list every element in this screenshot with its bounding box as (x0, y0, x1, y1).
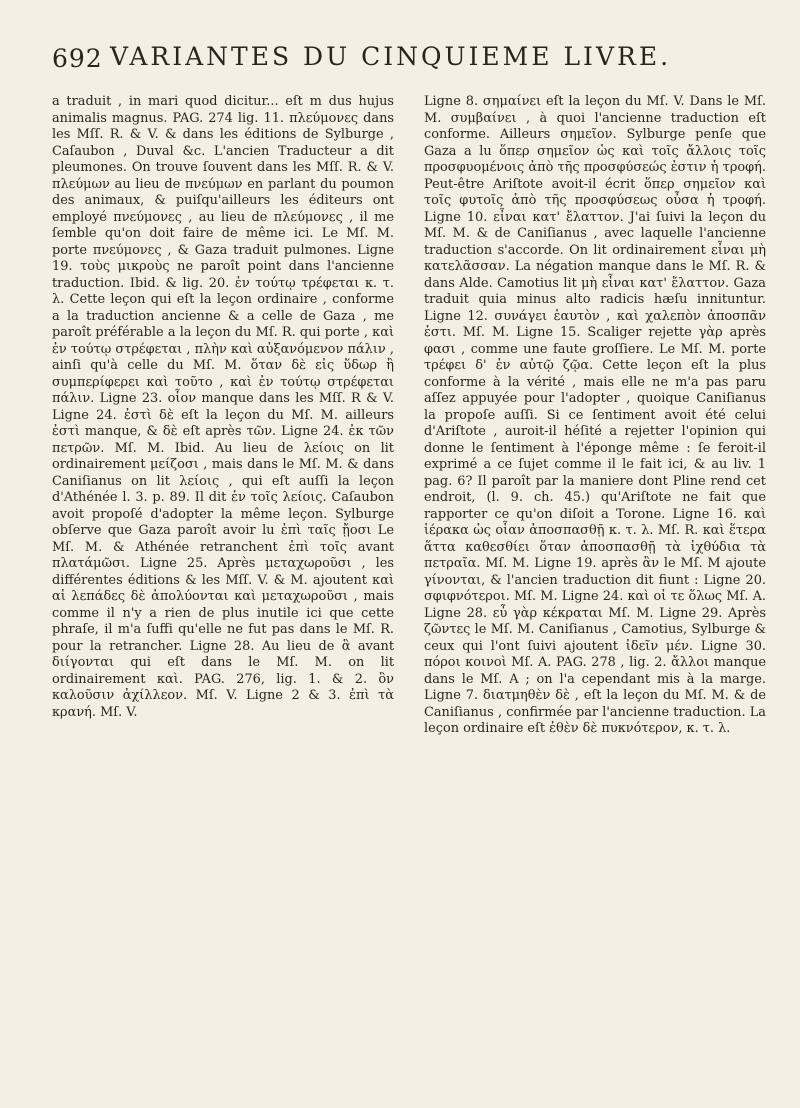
running-title: VARIANTES DU CINQUIEME LIVRE. (110, 42, 672, 71)
left-column (52, 94, 394, 1098)
page-header (52, 38, 772, 78)
right-column (424, 94, 766, 1098)
left-column-text: a traduit , in mari quod dicitur... eſt m dus hujus animalis magnus. PAG. 274 lig. 11. πλεύμονες dans les Mſſ. R. & V. & dans les éditions de Sylburge , Caſaubon , Duval &c. L'ancien Traducteur a dit pleumones. On trouve ſouvent dans les Mſſ. R. & V. πλεύμων au lieu de πνεύμων en parlant du poumon des animaux, & puiſqu'ailleurs les éditeurs ont employé πνεύμονες , au lieu de πλεύμονες , il me ſemble qu'on doit faire de même ici. Le Mſ. M. porte πνεύμονες , & Gaza traduit pulmones. Ligne 19. τοὺς μικροὺς ne paroît point dans l'ancienne traduction. Ibid. & lig. 20. ἐν τούτῳ τρέφεται κ. τ. λ. Cette leçon qui eſt la leçon ordinaire , conforme a la traduction ancienne & a celle de Gaza , me paroît préférable a la leçon du Mſ. R. qui porte , καὶ ἐν τούτῳ στρέφεται , πλὴν καὶ αὐξανόμενον πάλιν , ainſi qu'à celle du Mſ. M. ὅταν δὲ εἰς ὕδωρ ἢ συμπερίφερει καὶ τοῦτο , καὶ ἐν τούτῳ στρέφεται πάλιν. Ligne 23. οἷον manque dans les Mſſ. R & V. Ligne 24. ἐστὶ δὲ eſt la leçon du Mſ. M. ailleurs ἐστὶ manque, & δὲ eſt après τῶν. Ligne 24. ἐκ τῶν πετρῶν. Mſ. M. Ibid. Au lieu de λείοις on lit ordinairement μείζοσι , mais dans le Mſ. M. & dans Caniſianus on lit λείοις , qui eſt auſſi la leçon d'Athénée l. 3. p. 89. Il dit ἐν τοῖς λείοις. Caſaubon avoit propoſé d'adopter la même leçon. Sylburge obſerve que Gaza paroît avoir lu ἐπὶ ταῖς ᾔοσι Le Mſ. M. & Athénée retranchent ἐπὶ τοῖς avant πλατάμῶσι. Ligne 25. Après μεταχωροῦσι , les différentes éditions & les Mſſ. V. & M. ajoutent καὶ αἱ λεπάδες δὲ ἀπολύονται καὶ μεταχωροῦσι , mais comme il n'y a rien de plus inutile ici que cette phraſe, il m'a ſuffi qu'elle ne fut pas dans le Mſ. R. pour la retrancher. Ligne 28. Au lieu de ἃ avant διίγονται qui eſt dans le Mſ. M. on lit ordinairement καὶ. PAG. 276, lig. 1. & 2. ὃν καλοῦσιν ἀχίλλεον. Mſ. V. Ligne 2 & 3. ἐπὶ τὰ κρανή. Mſ. V. (52, 94, 394, 720)
right-column-text: Ligne 8. σημαίνει eſt la leçon du Mſ. V. Dans le Mſ. M. συμβαίνει , à quoi l'ancienne traduction eſt conforme. Ailleurs σημεῖον. Sylburge penſe que Gaza a lu ὅπερ σημεῖον ὡς καὶ τοῖς ἄλλοις τοῖς προσφυομένοις ἀπὸ τῆς προσφύσεώς ἐστιν ἡ τροφή. Peut-être Ariſtote avoit-il écrit ὅπερ σημεῖον καὶ τοῖς φυτοῖς ἀπὸ τῆς προσφύσεως οὖσα ἡ τροφή. Ligne 10. εἶναι κατ' ἔλαττον. J'ai ſuivi la leçon du Mſ. M. & de Caniſianus , avec laquelle l'ancienne traduction s'accorde. On lit ordinairement εἶναι μὴ κατελᾶσσαν. La négation manque dans le Mſ. R. & dans Alde. Camotius lit μὴ εἶναι κατ' ἔλαττον. Gaza traduit quia minus alto radicis hæſu innituntur. Ligne 12. συνάγει ἑαυτὸν , καὶ χαλεπὸν ἀποσπᾶν ἐστι. Mſ. M. Ligne 15. Scaliger rejette γὰρ après φασι , comme une faute groſſiere. Le Mſ. M. porte τρέφει δ' ἐν αὐτῷ ζῷα. Cette leçon eſt la plus conforme à la vérité , mais elle ne m'a pas paru aſſez appuyée pour l'adopter , quoique Caniſianus la propoſe auſſi. Si ce ſentiment avoit été celui d'Ariſtote , auroit-il héſité a rejetter l'opinion qui donne le ſentiment à l'éponge même : ſe feroit-il exprimé a ce ſujet comme il le fait ici, & au liv. 1 pag. 6? Il paroît par la maniere dont Pline rend cet endroit, (l. 9. ch. 45.) qu'Ariſtote ne fait que rapporter ce qu'on diſoit a Torone. Ligne 16. καὶ ἱέρακα ὡς οἷαν ἀποσπασθῇ κ. τ. λ. Mſ. R. καὶ ἕτερα ἅττα καθεσθίει ὅταν ἀποσπασθῇ τὰ ἰχθύδια τὰ πετραῖα. Mſ. M. Ligne 19. après ἂν le Mſ. M ajoute γίνονται, & l'ancien traduction dit fiunt : Ligne 20. σφιφνότεροι. Mſ. M. Ligne 24. καὶ οἱ τε ὅλως Mſ. A. Ligne 28. εὖ γὰρ κέκραται Mſ. M. Ligne 29. Après ζῶντες le Mſ. M. Caniſianus , Camotius, Sylburge & ceux qui l'ont ſuivi ajoutent ἰδεῖν μέν. Ligne 30. πόροι κοινοὶ Mſ. A. PAG. 278 , lig. 2. ἄλλοι manque dans le Mſ. A ; on l'a cependant mis à la marge. Ligne 7. διατμηθὲν δὲ , eſt la leçon du Mſ. M. & de Caniſianus , confirmée par l'ancienne traduction. La leçon ordinaire eſt ἐθὲν δὲ πυκνότερον, κ. τ. λ. (424, 94, 766, 736)
page-number: 692 (52, 44, 103, 73)
